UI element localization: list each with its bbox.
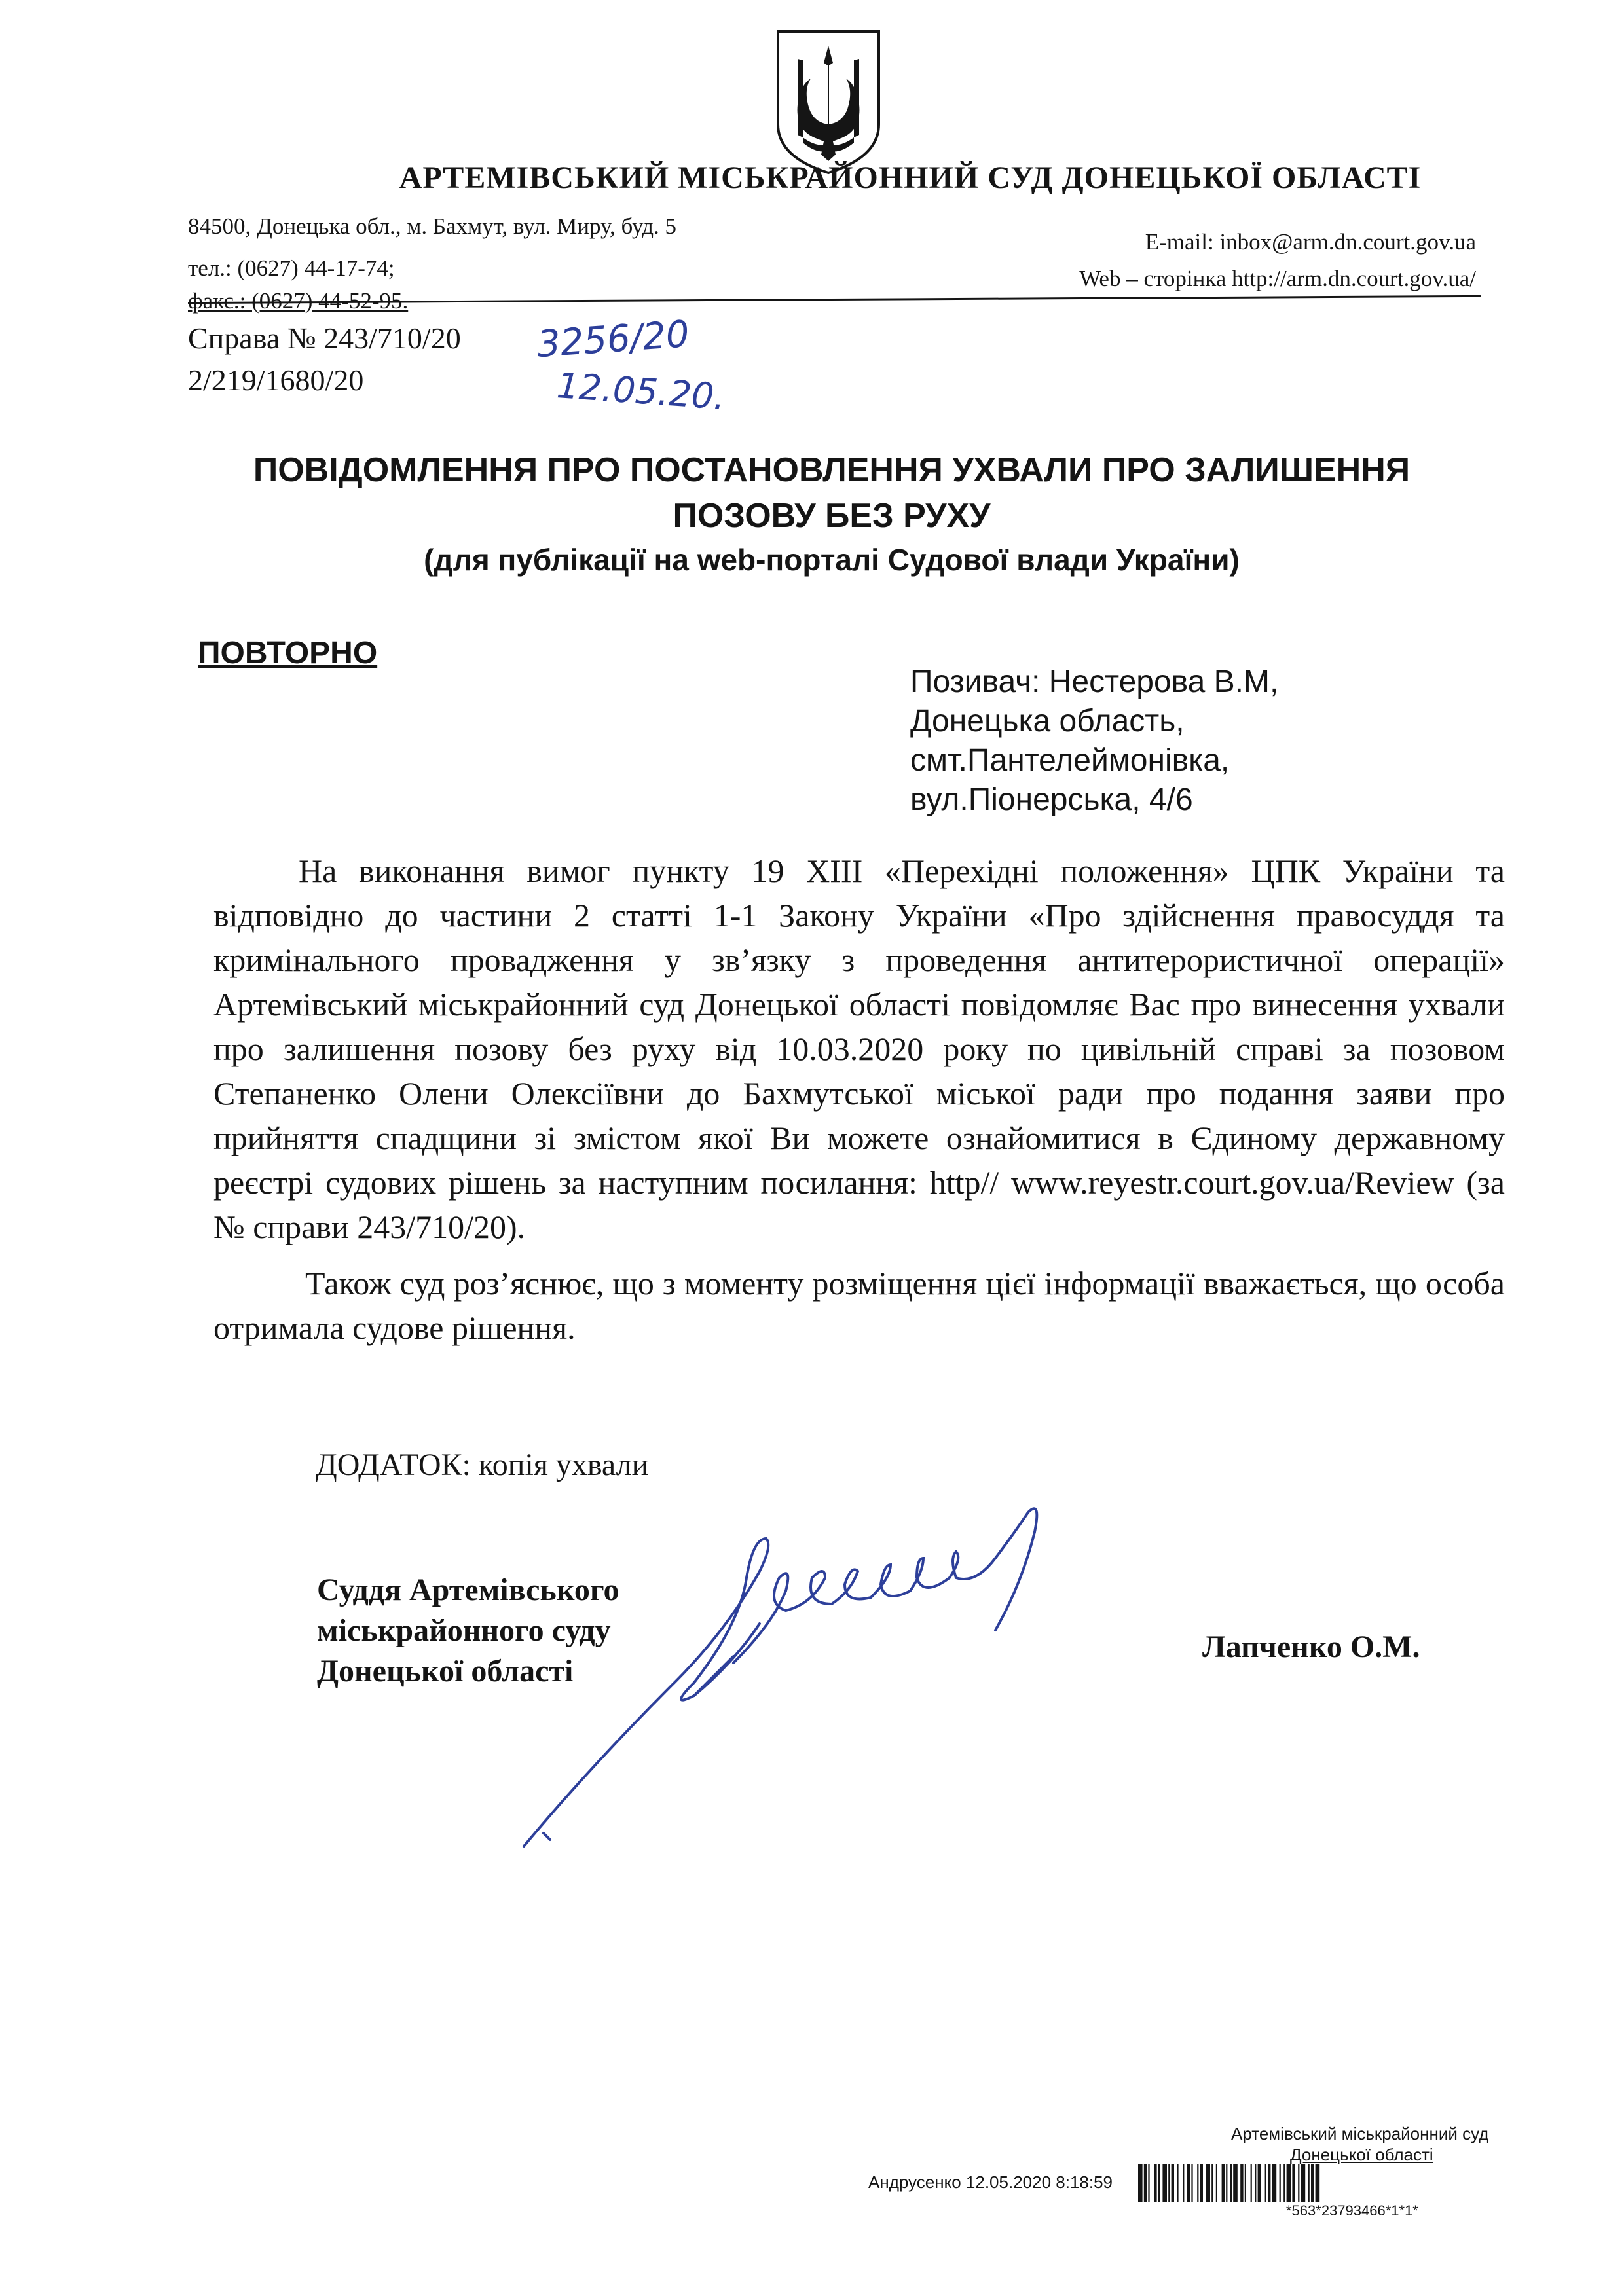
proceeding-number: 2/219/1680/20	[188, 363, 364, 397]
barcode-bar	[1272, 2164, 1277, 2202]
barcode-bar	[1222, 2164, 1225, 2202]
barcode-bar	[1311, 2164, 1314, 2202]
barcode-bar	[1211, 2164, 1213, 2202]
barcode-bar	[1258, 2164, 1261, 2202]
body-paragraph-clarification: Також суд роз’яснює, що з моменту розміщення цієї інформації вважається, що особа отримала судове рішення.	[213, 1265, 1505, 1346]
barcode-bar	[1197, 2164, 1198, 2202]
court-website: Web – сторінка http://arm.dn.court.gov.ua/	[1079, 266, 1476, 291]
barcode-bar	[1292, 2164, 1295, 2202]
barcode-bar	[1287, 2164, 1291, 2202]
barcode-bar	[1230, 2164, 1232, 2202]
barcode-bar	[1316, 2164, 1320, 2202]
barcode-bar	[1168, 2164, 1170, 2202]
court-email: E-mail: inbox@arm.dn.court.gov.ua	[1145, 229, 1476, 255]
barcode-bar	[1200, 2164, 1203, 2202]
barcode-bar	[1177, 2164, 1178, 2202]
barcode-bar	[1206, 2164, 1210, 2202]
handwritten-registration-number: 3256/20	[536, 312, 691, 367]
judge-signature-icon	[498, 1493, 1179, 1859]
barcode-bar	[1251, 2164, 1252, 2202]
judge-title-line1: Суддя Артемівського	[317, 1573, 619, 1607]
barcode-bar	[1298, 2164, 1299, 2202]
plaintiff-region: Донецька область,	[910, 704, 1185, 738]
barcode-bar	[1138, 2164, 1143, 2202]
court-fax: факс.: (0627) 44-52-95.	[188, 288, 409, 314]
plaintiff-name: Позивач: Нестерова В.М,	[910, 665, 1279, 699]
barcode-bar	[1240, 2164, 1243, 2202]
barcode-number: *563*23793466*1*1*	[1286, 2202, 1418, 2219]
document-title-line2: ПОЗОВУ БЕЗ РУХУ	[673, 497, 991, 535]
barcode-bar	[1233, 2164, 1238, 2202]
document-title-line1: ПОВІДОМЛЕННЯ ПРО ПОСТАНОВЛЕННЯ УХВАЛИ ПРО ЗАЛИШЕННЯ	[253, 451, 1411, 489]
barcode-bar	[1187, 2164, 1190, 2202]
barcode-bar	[1255, 2164, 1256, 2202]
barcode-bar	[1148, 2164, 1149, 2202]
barcode-bar	[1144, 2164, 1147, 2202]
barcode-bar	[1183, 2164, 1184, 2202]
court-name: АРТЕМІВСЬКИЙ МІСЬКРАЙОННИЙ СУД ДОНЕЦЬКОЇ ОБЛАСТІ	[399, 160, 1422, 195]
registry-stamp-clerk: Андрусенко 12.05.2020 8:18:59	[868, 2172, 1113, 2192]
handwritten-registration-date: 12.05.20.	[555, 365, 727, 418]
judge-title-line3: Донецької області	[317, 1654, 574, 1688]
body-paragraph-notice: На виконання вимог пункту 19 ХІІІ «Перехідні положення» ЦПК України та відповідно до частини 2 статті 1-1 Закону України «Про здійснення правосуддя та кримінального провадження у зв’язку з проведення антитерористичної операції» Артемівський міськрайонний суд Донецької області повідомляє Вас про винесення ухвали про залишення позову без руху від 10.03.2020 року по цивільній справі за позовом Степаненко Олени Олексіївни до Бахмутської міської ради про подання заяви про прийняття спадщини зі змістом якої Ви можете ознайомитися в Єдиному державному реєстрі судових рішень за наступним посилання: http// www.reyestr.court.gov.ua/Review (за № справи 243/710/20).	[213, 852, 1505, 1245]
barcode-bar	[1245, 2164, 1246, 2202]
judge-title-line2: міськрайонного суду	[317, 1613, 611, 1648]
court-address: 84500, Донецька обл., м. Бахмут, вул. Миру, буд. 5	[188, 213, 677, 239]
barcode-bar	[1308, 2164, 1310, 2202]
repeat-label: ПОВТОРНО	[198, 636, 378, 670]
annex-note: ДОДАТОК: копія ухвали	[316, 1448, 649, 1482]
barcode-bar	[1280, 2164, 1281, 2202]
barcode-bar	[1283, 2164, 1285, 2202]
judge-name: Лапченко О.М.	[1202, 1630, 1420, 1664]
barcode-bar	[1154, 2164, 1156, 2202]
barcode-bar	[1191, 2164, 1192, 2202]
barcode-bar	[1158, 2164, 1160, 2202]
case-number: Справа № 243/710/20	[188, 321, 461, 355]
barcode-bar	[1268, 2164, 1270, 2202]
barcode-bar	[1301, 2164, 1306, 2202]
court-phone: тел.: (0627) 44-17-74;	[188, 255, 395, 281]
barcode-icon	[1138, 2164, 1484, 2202]
barcode-bar	[1172, 2164, 1174, 2202]
barcode-bar	[1216, 2164, 1217, 2202]
document-subtitle: (для публікації на web-порталі Судової влади України)	[424, 543, 1240, 577]
barcode-bar	[1265, 2164, 1266, 2202]
plaintiff-street: вул.Піонерська, 4/6	[910, 782, 1193, 817]
coat-of-arms-icon	[771, 26, 885, 177]
barcode-bar	[1162, 2164, 1167, 2202]
barcode-bar	[1226, 2164, 1227, 2202]
plaintiff-settlement: смт.Пантелеймонівка,	[910, 743, 1230, 778]
registry-stamp-court: Артемівський міськрайонний суд	[1231, 2124, 1489, 2143]
registry-stamp-region: Донецької області	[1290, 2145, 1433, 2164]
